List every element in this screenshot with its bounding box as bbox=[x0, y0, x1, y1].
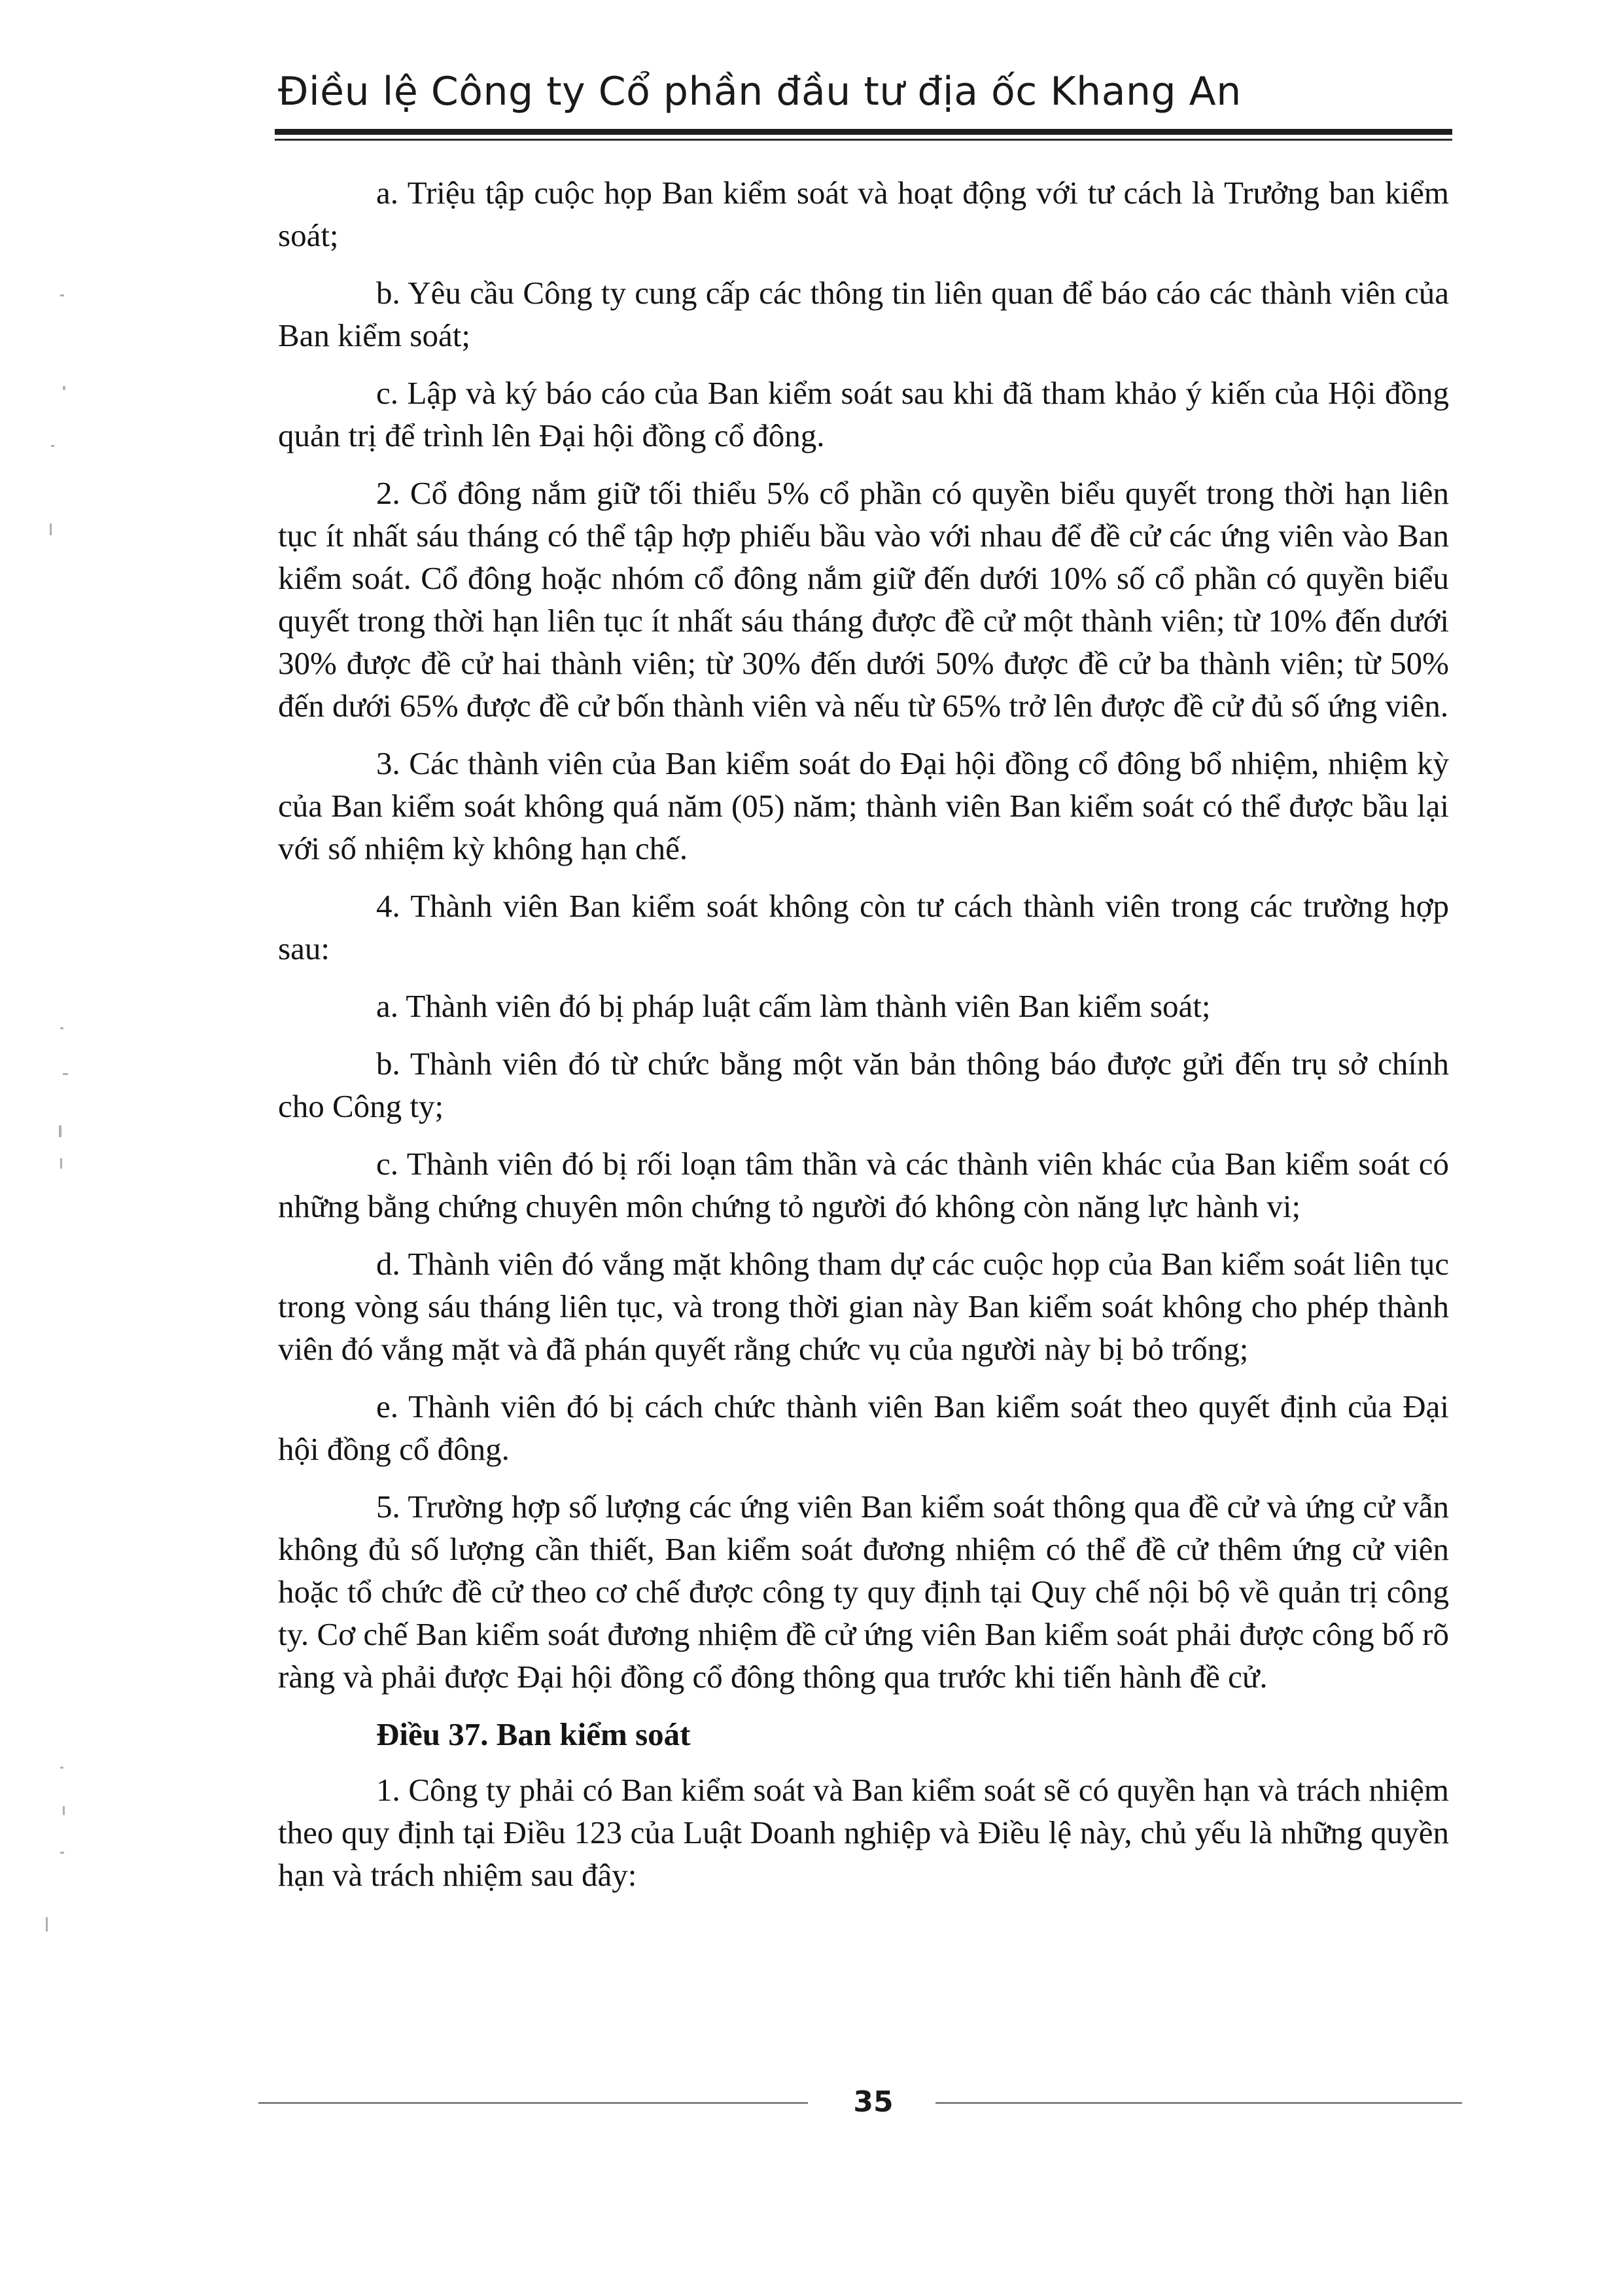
body-paragraph: c. Thành viên đó bị rối loạn tâm thần và các thành viên khác của Ban kiểm soát có những bằng chứng chuyên môn chứng tỏ người đó không còn năng lực hành vi; bbox=[278, 1146, 1449, 1224]
scan-artifact bbox=[63, 1073, 68, 1075]
scan-artifact bbox=[59, 1125, 61, 1137]
body-paragraph: e. Thành viên đó bị cách chức thành viên Ban kiểm soát theo quyết định của Đại hội đồng cổ đông. bbox=[278, 1388, 1449, 1467]
scan-artifact bbox=[63, 1806, 65, 1815]
scan-artifact bbox=[60, 294, 64, 296]
body-paragraph: 2. Cổ đông nắm giữ tối thiểu 5% cổ phần có quyền biểu quyết trong thời hạn liên tục ít nhất sáu tháng có thể tập hợp phiếu bầu vào với nhau để đề cử các ứng viên vào Ban kiểm soát. Cổ đông hoặc nhóm cổ đông nắm giữ đến dưới 10% số cổ phần có quyền biểu quyết trong thời hạn liên tục ít nhất sáu tháng được đề cử một thành viên; từ 10% đến dưới 30% được đề cử hai thành viên; từ 30% đến dưới 50% được đề cử ba thành viên; từ 50% đến dưới 65% được đề cử bốn thành viên và nếu từ 65% trở lên được đề cử đủ số ứng viên. bbox=[278, 475, 1449, 724]
scan-artifact bbox=[60, 1158, 62, 1169]
page-number: 35 bbox=[853, 2085, 894, 2119]
body-paragraph: 3. Các thành viên của Ban kiểm soát do Đại hội đồng cổ đông bổ nhiệm, nhiệm kỳ của Ban kiểm soát không quá năm (05) năm; thành viên Ban kiểm soát có thể được bầu lại với số nhiệm kỳ không hạn chế. bbox=[278, 745, 1449, 866]
header-rule-thin bbox=[275, 139, 1452, 141]
scan-artifact bbox=[46, 1917, 48, 1932]
body-paragraph: 4. Thành viên Ban kiểm soát không còn tư cách thành viên trong các trường hợp sau: bbox=[278, 888, 1449, 966]
body-paragraph: b. Thành viên đó từ chức bằng một văn bản thông báo được gửi đến trụ sở chính cho Công ty; bbox=[278, 1046, 1449, 1124]
scan-artifact bbox=[60, 1767, 63, 1769]
body-paragraph: a. Thành viên đó bị pháp luật cấm làm thành viên Ban kiểm soát; bbox=[376, 988, 1211, 1024]
header-rule-thick bbox=[275, 129, 1452, 135]
footer-rule-left bbox=[258, 2102, 808, 2104]
document-header-title: Điều lệ Công ty Cổ phần đầu tư địa ốc Khang An bbox=[278, 69, 1242, 115]
body-paragraph: 5. Trường hợp số lượng các ứng viên Ban kiểm soát thông qua đề cử và ứng cử vẫn không đủ số lượng cần thiết, Ban kiểm soát đương nhiệm có thể đề cử thêm ứng cử viên hoặc tổ chức đề cử theo cơ chế được công ty quy định tại Quy chế nội bộ về quản trị công ty. Cơ chế Ban kiểm soát đương nhiệm đề cử ứng viên Ban kiểm soát phải được công bố rõ ràng và phải được Đại hội đồng cổ đông thông qua trước khi tiến hành đề cử. bbox=[278, 1489, 1449, 1695]
scan-artifact bbox=[60, 1027, 63, 1029]
body-paragraph: b. Yêu cầu Công ty cung cấp các thông tin liên quan để báo cáo các thành viên của Ban kiểm soát; bbox=[278, 275, 1449, 353]
body-paragraph: a. Triệu tập cuộc họp Ban kiểm soát và hoạt động với tư cách là Trưởng ban kiểm soát; bbox=[278, 175, 1449, 253]
footer-rule-right bbox=[935, 2102, 1462, 2104]
article-heading: Điều 37. Ban kiểm soát bbox=[376, 1716, 691, 1752]
article-paragraph: 1. Công ty phải có Ban kiểm soát và Ban kiểm soát sẽ có quyền hạn và trách nhiệm theo quy định tại Điều 123 của Luật Doanh nghiệp và Điều lệ này, chủ yếu là những quyền hạn và trách nhiệm sau đây: bbox=[278, 1772, 1449, 1893]
scan-artifact bbox=[63, 386, 65, 390]
scan-artifact bbox=[50, 523, 52, 535]
body-paragraph: d. Thành viên đó vắng mặt không tham dự các cuộc họp của Ban kiểm soát liên tục trong vòng sáu tháng liên tục, và trong thời gian này Ban kiểm soát không cho phép thành viên đó vắng mặt và đã phán quyết rằng chức vụ của người này bị bỏ trống; bbox=[278, 1246, 1449, 1367]
body-paragraph: c. Lập và ký báo cáo của Ban kiểm soát sau khi đã tham khảo ý kiến của Hội đồng quản trị để trình lên Đại hội đồng cổ đông. bbox=[278, 375, 1449, 453]
document-body bbox=[278, 171, 1449, 1911]
scan-artifact bbox=[51, 445, 54, 447]
scan-artifact bbox=[60, 1852, 64, 1854]
